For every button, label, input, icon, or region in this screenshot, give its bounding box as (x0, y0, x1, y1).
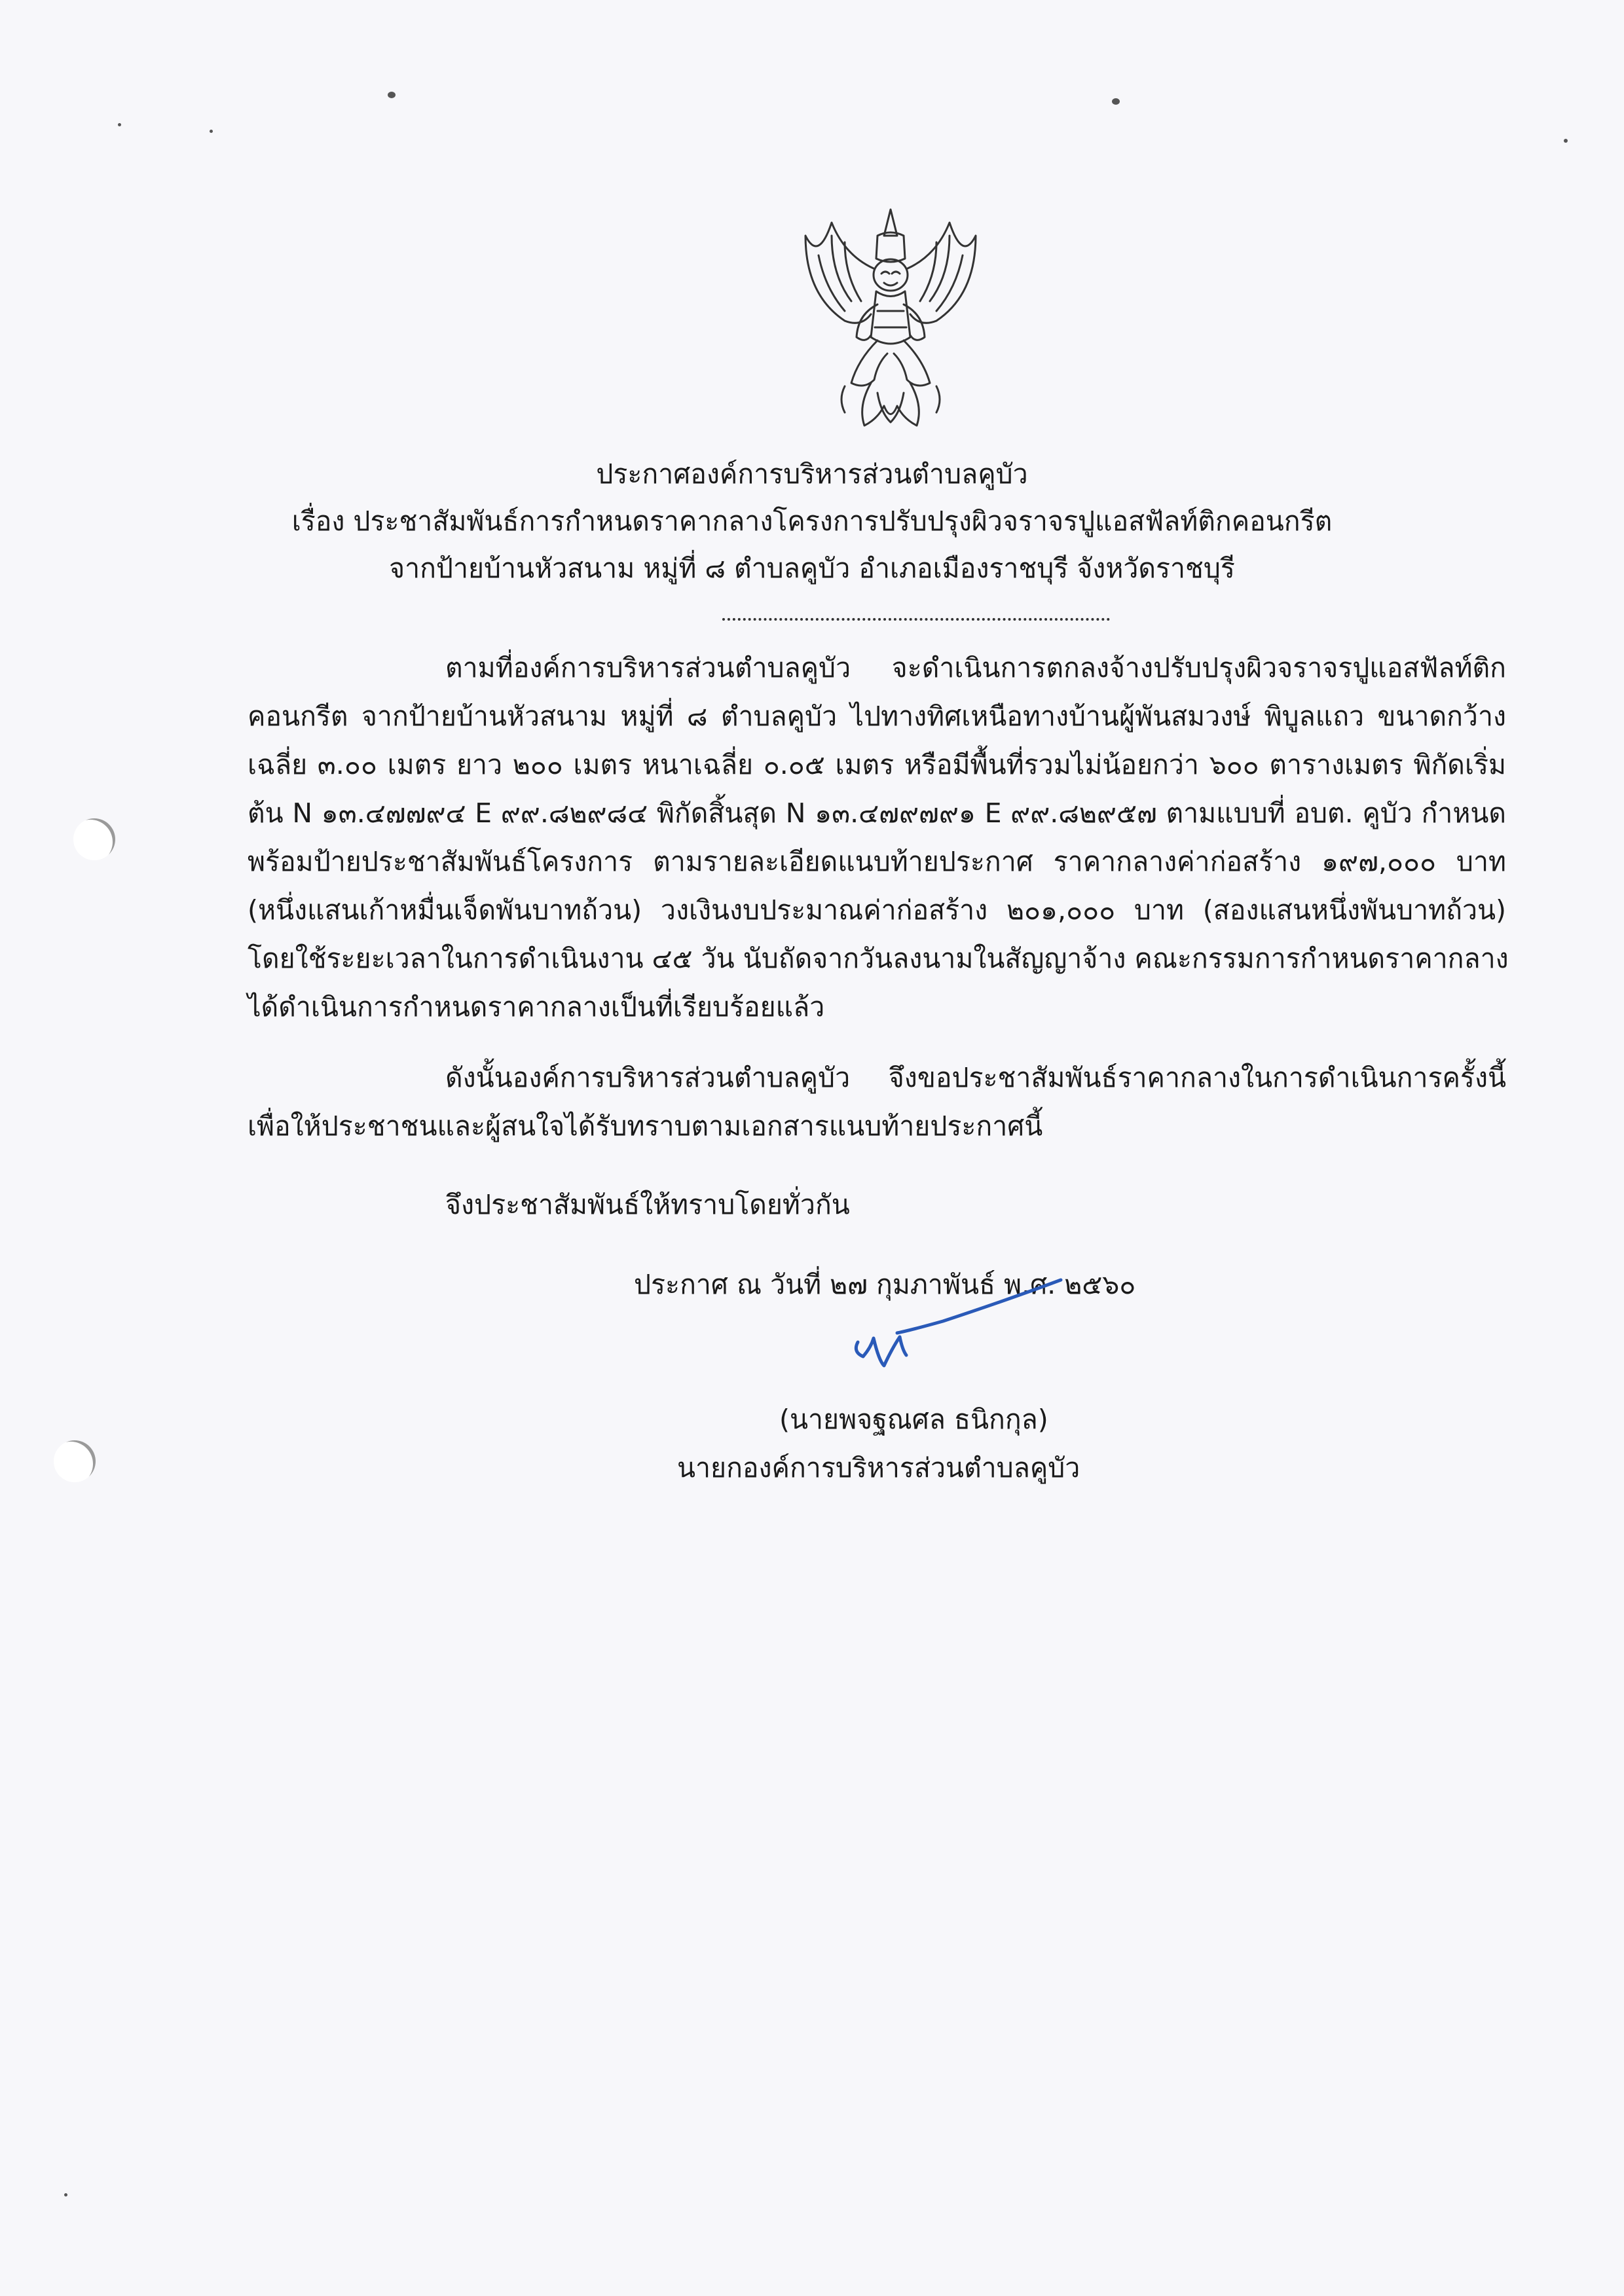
signer-title: นายกองค์การบริหารส่วนตำบลคูบัว (677, 1452, 1080, 1484)
paragraph-1-line: เฉลี่ย ๓.๐๐ เมตร ยาว ๒๐๐ เมตร หนาเฉลี่ย ๐.๐๕ เมตร หรือมีพื้นที่รวมไม่น้อยกว่า ๖๐๐ ตารางเมตร พิกัดเริ่ม (248, 749, 1506, 780)
paragraph-1-line: พร้อมป้ายประชาสัมพันธ์โครงการ ตามรายละเอียดแนบท้ายประกาศ ราคากลางค่าก่อสร้าง ๑๙๗,๐๐๐ บาท (248, 846, 1506, 877)
paragraph-1-line: ได้ดำเนินการกำหนดราคากลางเป็นที่เรียบร้อยแล้ว (248, 991, 825, 1023)
announcement-date: ประกาศ ณ วันที่ ๒๗ กุมภาพันธ์ พ.ศ. ๒๕๖๐ (634, 1269, 1136, 1300)
scan-speck (388, 92, 396, 98)
handwritten-signature-icon (845, 1270, 1067, 1394)
punch-hole (54, 1440, 96, 1482)
dotted-separator (722, 618, 1110, 621)
closing-statement: จึงประชาสัมพันธ์ให้ทราบโดยทั่วกัน (445, 1189, 850, 1220)
subject-line-2: จากป้ายบ้านหัวสนาม หมู่ที่ ๘ ตำบลคูบัว อำเภอเมืองราชบุรี จังหวัดราชบุรี (389, 553, 1235, 584)
scan-speck (1564, 139, 1568, 143)
paragraph-2-line: ดังนั้นองค์การบริหารส่วนตำบลคูบัว จึงขอประชาสัมพันธ์ราคากลางในการดำเนินการครั้งนี้ (445, 1062, 1506, 1093)
signer-name: (นายพจฐณศล ธนิกกุล) (779, 1404, 1048, 1435)
paragraph-1-line: คอนกรีต จากป้ายบ้านหัวสนาม หมู่ที่ ๘ ตำบลคูบัว ไปทางทิศเหนือทางบ้านผู้พันสมวงษ์ พิบูลแถว ขนาดกว้าง (248, 701, 1506, 732)
paragraph-1-line: ต้น N ๑๓.๔๗๗๙๔ E ๙๙.๘๒๙๘๔ พิกัดสิ้นสุด N ๑๓.๔๗๙๗๙๑ E ๙๙.๘๒๙๕๗ ตามแบบที่ อบต. คูบัว กำหนด (248, 797, 1506, 829)
issuer-title: ประกาศองค์การบริหารส่วนตำบลคูบัว (596, 458, 1028, 490)
punch-hole (73, 818, 115, 860)
paragraph-1-line: ตามที่องค์การบริหารส่วนตำบลคูบัว จะดำเนินการตกลงจ้างปรับปรุงผิวจราจรปูแอสฟัลท์ติก (445, 652, 1506, 683)
garuda-emblem-icon (779, 196, 1002, 445)
subject-line-1: เรื่อง ประชาสัมพันธ์การกำหนดราคากลางโครงการปรับปรุงผิวจราจรปูแอสฟัลท์ติกคอนกรีต (291, 505, 1333, 537)
scan-speck (1112, 98, 1120, 105)
scan-speck (64, 2193, 67, 2196)
paragraph-2-line: เพื่อให้ประชาชนและผู้สนใจได้รับทราบตามเอกสารแนบท้ายประกาศนี้ (248, 1110, 1043, 1142)
scan-speck (210, 130, 213, 133)
paragraph-1-line: โดยใช้ระยะเวลาในการดำเนินงาน ๔๕ วัน นับถัดจากวันลงนามในสัญญาจ้าง คณะกรรมการกำหนดราคากลาง (248, 943, 1509, 974)
scan-speck (118, 123, 121, 126)
paragraph-1-line: (หนึ่งแสนเก้าหมื่นเจ็ดพันบาทถ้วน) วงเงินงบประมาณค่าก่อสร้าง ๒๐๑,๐๐๐ บาท (สองแสนหนึ่งพันบาทถ้วน) (248, 894, 1506, 926)
